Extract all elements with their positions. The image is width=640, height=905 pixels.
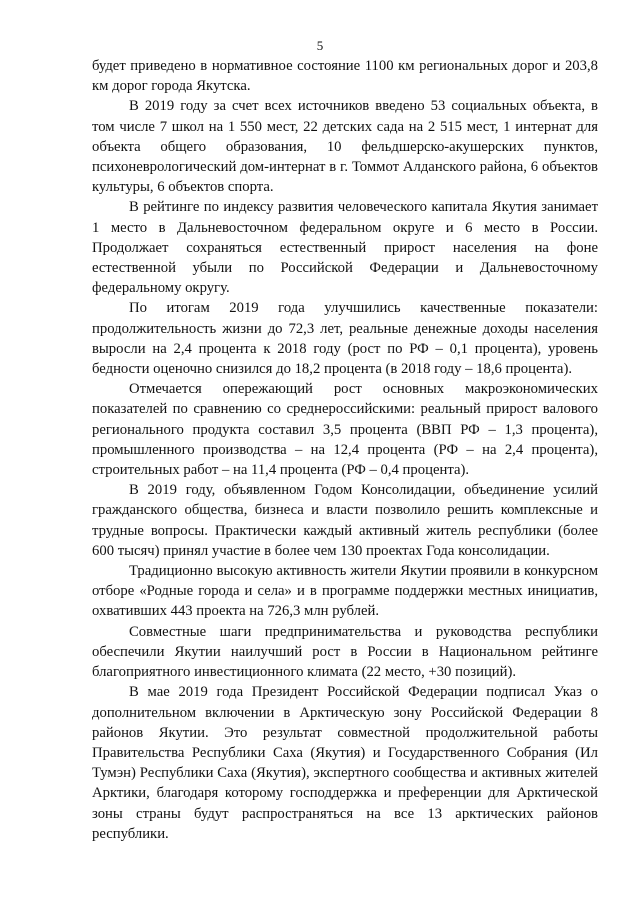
paragraph-arctic-zone: В мае 2019 года Президент Российской Федерации подписал Указ о дополнительном включении в Арктическую зону Российской Федерации 8 районов Якутии. Это результат совместной продолжительной работы Правительства Республики Саха (Якутия) и Государственного Собрания (Ил Тумэн) Республики Саха (Якутия), экспертного сообщества и активных жителей Арктики, благодаря которому господдержка и преференции для Арктической зоны страны будут распространяться на все 13 арктических районов республики. bbox=[92, 684, 598, 842]
page-number: 5 bbox=[316, 38, 324, 53]
document-body bbox=[92, 56, 598, 844]
paragraph-investment-climate: Совместные шаги предпринимательства и руководства республики обеспечили Якутии наилучший рост в России в Национальном рейтинге благоприятного инвестиционного климата (22 место, +30 позиций). bbox=[92, 623, 598, 681]
paragraph-human-capital-rating: В рейтинге по индексу развития человеческого капитала Якутия занимает 1 место в Дальневосточном федеральном округе и 6 место в России. Продолжает сохраняться естественный прирост населения на фоне естественной убыли по Российской Федерации и Дальневосточному федеральному округу. bbox=[92, 199, 598, 297]
paragraph-social-objects: В 2019 году за счет всех источников введено 53 социальных объекта, в том числе 7 школ на 1 550 мест, 22 детских сада на 2 515 мест, 1 интернат для объекта общего образования, 10 фельдшерско-акушерских пунктов, психоневрологический дом-интернат в г. Томмот Алданского района, 6 объектов культуры, 6 объектов спорта. bbox=[92, 98, 598, 196]
paragraph-quality-indicators: По итогам 2019 года улучшились качественные показатели: продолжительность жизни до 72,3 лет, реальные денежные доходы населения выросли на 2,4 процента к 2018 году (рост по РФ – 0,1 процента), уровень бедности оценочно снизился до 18,2 процента (в 2018 году – 18,6 процента). bbox=[92, 300, 598, 378]
paragraph-year-of-consolidation: В 2019 году, объявленном Годом Консолидации, объединение усилий гражданского общества, бизнеса и власти позволило решить комплексные и трудные вопросы. Практически каждый активный житель республики (более 600 тысяч) принял участие в более чем 130 проектах Года консолидации. bbox=[92, 482, 598, 559]
paragraph-local-initiatives: Традиционно высокую активность жители Якутии проявили в конкурсном отборе «Родные города и села» и в программе поддержки местных инициатив, охвативших 443 проекта на 726,3 млн рублей. bbox=[92, 563, 598, 620]
paragraph-macroeconomic-growth: Отмечается опережающий рост основных макроэкономических показателей по сравнению со среднероссийскими: реальный прирост валового регионального продукта составил 3,5 процента (ВВП РФ – 1,3 процента), промышленного производства – на 12,4 процента (РФ – на 2,4 процента), строительных работ – на 11,4 процента (РФ – 0,4 процента). bbox=[92, 381, 598, 479]
paragraph-roads-continuation: будет приведено в нормативное состояние 1100 км региональных дорог и 203,8 км дорог города Якутска. bbox=[92, 58, 598, 95]
